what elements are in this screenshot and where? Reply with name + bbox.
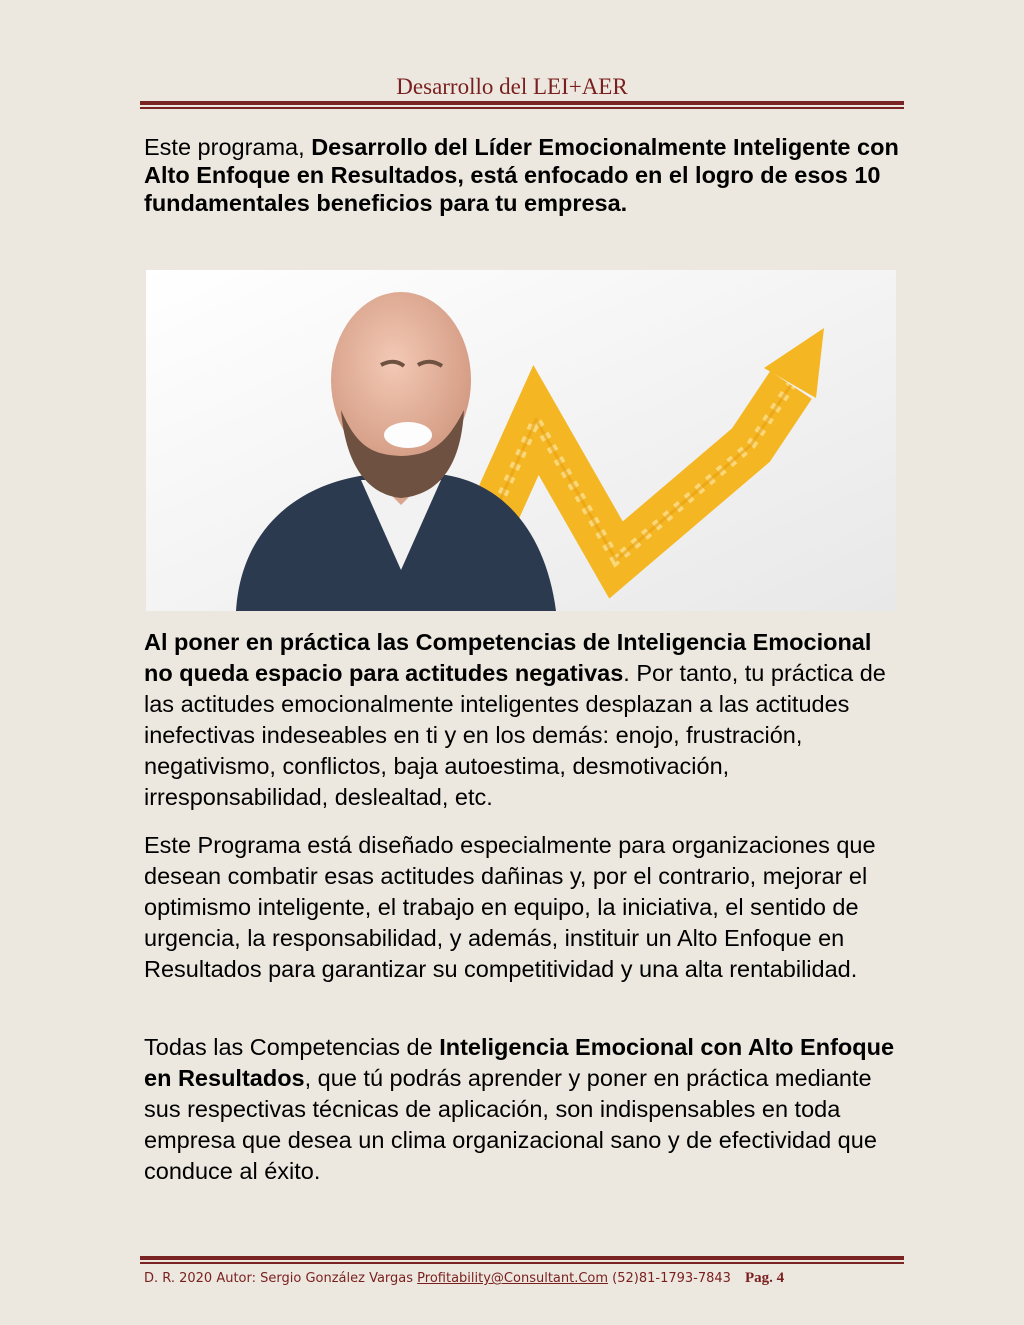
footer-rule-thick xyxy=(140,1256,904,1260)
page-footer xyxy=(144,1270,904,1287)
paragraph-1-bold: Al poner en práctica las Competencias de Inteligencia Emocional no queda espacio para actitudes negativas xyxy=(144,629,872,686)
intro-text: Este programa, xyxy=(144,134,312,160)
paragraph-programa xyxy=(144,830,904,985)
footer-author: D. R. 2020 Autor: Sergio González Vargas xyxy=(144,1271,418,1286)
footer-rule-thin xyxy=(140,1262,904,1264)
intro-bold-text: Desarrollo del Líder Emocionalmente Inteligente con Alto Enfoque en Resultados, está enfocado en el logro de esos 10 fundamentales beneficios para tu empresa. xyxy=(144,134,899,216)
page-header-title: Desarrollo del LEI+AER xyxy=(396,74,628,99)
intro-paragraph xyxy=(144,133,904,217)
paragraph-1-text: . Por tanto, tu práctica de las actitudes emocionalmente inteligentes desplazan a las actitudes inefectivas indeseables en ti y en los demás: enojo, frustración, negativismo, conflictos, baja autoestima, desmotivación, irresponsabilidad, deslealtad, etc. xyxy=(144,660,886,810)
paragraph-2-text: Este Programa está diseñado especialmente para organizaciones que desean combatir esas actitudes dañinas y, por el contrario, mejorar el optimismo inteligente, el trabajo en equipo, la iniciativa, el sentido de urgencia, la responsabilidad, y además, instituir un Alto Enfoque en Resultados para garantizar su competitividad y una alta rentabilidad. xyxy=(144,832,876,982)
paragraph-3-text-a: Todas las Competencias de xyxy=(144,1034,440,1060)
paragraph-3-text-b: , que tú podrás aprender y poner en práctica mediante sus respectivas técnicas de aplicación, son indispensables en toda empresa que desea un clima organizacional sano y de efectividad que conduce al éxito. xyxy=(144,1065,877,1184)
paragraph-todas-competencias xyxy=(144,1032,904,1187)
footer-email-link[interactable]: Profitability@Consultant.Com xyxy=(417,1271,609,1286)
paragraph-3-bold: Inteligencia Emocional con Alto Enfoque en Resultados xyxy=(144,1034,895,1091)
footer-phone: (52)81-1793-7843 xyxy=(608,1271,731,1286)
header-rule-thick xyxy=(140,101,904,105)
header-rule-thin xyxy=(140,107,904,109)
footer-page-number: Pag. 4 xyxy=(744,1270,785,1286)
paragraph-competencias xyxy=(144,627,904,813)
photo-smiling-man-growth-arrow xyxy=(146,270,896,611)
